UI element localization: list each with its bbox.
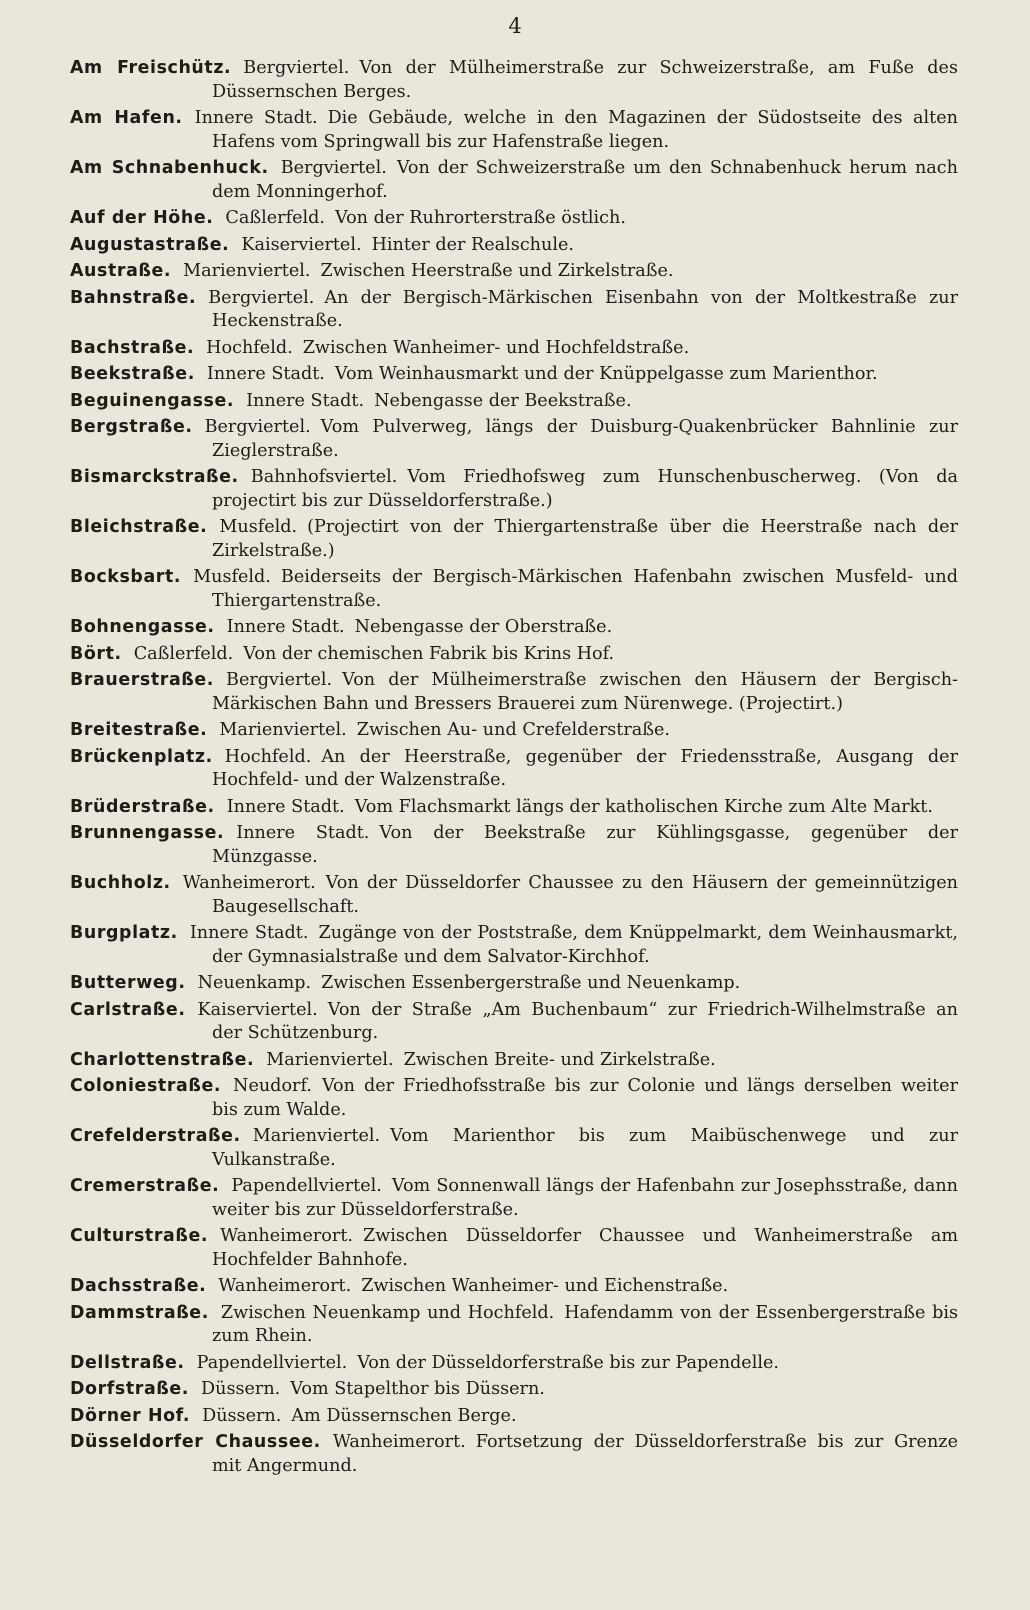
directory-entry (70, 416, 958, 463)
directory-entry (70, 1302, 958, 1349)
district: Innere Stadt. (194, 108, 318, 128)
street-name: Am Hafen. (70, 108, 183, 128)
directory-entry (70, 669, 958, 716)
district: Marienviertel. (183, 261, 311, 281)
district: Kaiserviertel. (197, 999, 318, 1020)
street-name: Brückenplatz. (70, 746, 213, 767)
street-name: Bohnengasse. (70, 617, 215, 637)
location-description: Von der chemischen Fabrik bis Krins Hof. (243, 643, 615, 664)
directory-entry (70, 566, 958, 613)
location-description: Vom Stapelthor bis Düssern. (290, 1379, 545, 1399)
location-description: Die Gebäude, welche in den Magazinen der Südostseite des alten Hafens vom Springwall bis zur Hafenstraße liegen. (212, 108, 958, 152)
district: Marienviertel. (219, 720, 347, 740)
location-description: An der Bergisch-Märkischen Eisenbahn von der Moltkestraße zur Heckenstraße. (212, 287, 958, 331)
directory-entry (70, 719, 958, 743)
street-name: Beguinengasse. (70, 390, 235, 411)
directory-entry (70, 260, 958, 284)
location-description: Von der Friedhofsstraße bis zur Colonie und längs derselben weiter bis zum Walde. (212, 1076, 958, 1120)
district: Innere Stadt. (206, 364, 325, 384)
directory-entry (70, 1075, 958, 1122)
district: Innere Stadt. (226, 796, 345, 817)
street-directory-list (70, 57, 958, 1481)
street-name: Bört. (70, 643, 122, 664)
street-name: Culturstraße. (70, 1226, 209, 1246)
location-description: Zwischen Düsseldorfer Chaussee und Wanheimerstraße am Hochfelder Bahnhofe. (212, 1226, 958, 1270)
directory-entry (70, 516, 958, 563)
district: Bergviertel. (208, 287, 315, 308)
district: Papendellviertel. (231, 1176, 382, 1196)
district: Innere Stadt. (236, 823, 370, 843)
district: Wanheimerort. (332, 1432, 466, 1452)
directory-entry (70, 207, 958, 231)
location-description: Zugänge von der Poststraße, dem Knüppelmarkt, dem Weinhausmarkt, der Gymnasialstraße und dem Salvator-Kirchhof. (212, 923, 959, 967)
district: Hochfeld. (206, 337, 293, 358)
street-name: Burgplatz. (70, 923, 178, 943)
directory-entry (70, 972, 958, 996)
street-name: Butterweg. (70, 973, 186, 993)
street-name: Dachsstraße. (70, 1276, 207, 1296)
district: Musfeld. (219, 517, 298, 537)
street-name: Bocksbart. (70, 567, 182, 587)
street-name: Breitestraße. (70, 720, 208, 740)
directory-entry (70, 746, 958, 793)
directory-entry (70, 1175, 958, 1222)
district: Bergviertel. (204, 417, 311, 437)
location-description: Zwischen Heerstraße und Zirkelstraße. (320, 261, 674, 281)
street-name: Coloniestraße. (70, 1076, 222, 1096)
district: Papendellviertel. (196, 1352, 348, 1373)
directory-entry (70, 1431, 958, 1478)
directory-entry (70, 1125, 958, 1172)
street-name: Dellstraße. (70, 1352, 185, 1373)
district: Neuenkamp. (197, 973, 312, 993)
directory-entry (70, 1275, 958, 1299)
street-name: Brunnengasse. (70, 823, 225, 843)
location-description: Von der Düsseldorferstraße bis zur Papendelle. (357, 1352, 779, 1373)
directory-entry (70, 1352, 958, 1376)
street-name: Brauerstraße. (70, 670, 215, 690)
directory-entry (70, 57, 958, 104)
location-description: Von der Mülheimerstraße zwischen den Häusern der Bergisch-Märkischen Bahn und Bressers Brauerei zum Nürenwege. (Projectirt.) (212, 670, 958, 714)
location-description: Nebengasse der Oberstraße. (354, 617, 613, 637)
district: Wanheimerort. (218, 1276, 352, 1296)
location-description: Fortsetzung der Düsseldorferstraße bis zur Grenze mit Angermund. (212, 1432, 958, 1476)
district: Bergviertel. (243, 58, 350, 78)
district: Bergviertel. (280, 158, 387, 178)
location-description: (Projectirt von der Thiergartenstraße über die Heerstraße nach der Zirkelstraße.) (212, 517, 958, 561)
district: Caßlerfeld. (133, 643, 234, 664)
location-description: Hinter der Realschule. (371, 234, 574, 255)
directory-entry (70, 390, 958, 414)
directory-entry (70, 157, 958, 204)
location-description: Zwischen Essenbergerstraße und Neuenkamp. (321, 973, 741, 993)
district: Marienviertel. (266, 1049, 394, 1070)
location-description: Zwischen Wanheimer- und Hochfeldstraße. (302, 337, 690, 358)
district: Innere Stadt. (246, 390, 365, 411)
street-name: Austraße. (70, 261, 172, 281)
location-description: Vom Flachsmarkt längs der katholischen Kirche zum Alte Markt. (354, 796, 933, 817)
directory-entry (70, 922, 958, 969)
street-name: Augustastraße. (70, 234, 230, 255)
location-description: Vom Sonnenwall längs der Hafenbahn zur Josephsstraße, dann weiter bis zur Düsseldorferstraße. (212, 1176, 958, 1220)
street-name: Buchholz. (70, 873, 171, 893)
district: Wanheimerort. (182, 873, 316, 893)
street-name: Düsseldorfer Chaussee. (70, 1432, 321, 1452)
district: Düssern. (201, 1379, 281, 1399)
street-name: Dammstraße. (70, 1302, 209, 1323)
location-description: Vom Weinhausmarkt und der Knüppelgasse zum Marienthor. (334, 364, 878, 384)
street-name: Carlstraße. (70, 999, 186, 1020)
street-name: Charlottenstraße. (70, 1049, 255, 1070)
directory-entry (70, 1225, 958, 1272)
district: Kaiserviertel. (241, 234, 362, 255)
location-description: Zwischen Wanheimer- und Eichenstraße. (361, 1276, 729, 1296)
street-name: Bachstraße. (70, 337, 195, 358)
directory-entry (70, 363, 958, 387)
street-name: Cremerstraße. (70, 1176, 220, 1196)
district: Innere Stadt. (226, 617, 345, 637)
district: Innere Stadt. (189, 923, 309, 943)
location-description: Von der Straße „Am Buchenbaum“ zur Friedrich-Wilhelmstraße an der Schützenburg. (212, 999, 958, 1043)
location-description: Vom Pulverweg, längs der Duisburg-Quakenbrücker Bahnlinie zur Zieglerstraße. (212, 417, 958, 461)
street-name: Bleichstraße. (70, 517, 208, 537)
directory-entry (70, 287, 958, 334)
directory-entry (70, 1405, 958, 1429)
street-name: Dörner Hof. (70, 1405, 191, 1426)
street-name: Am Schnabenhuck. (70, 158, 269, 178)
district: Wanheimerort. (220, 1226, 353, 1246)
location-description: An der Heerstraße, gegenüber der Friedensstraße, Ausgang der Hochfeld- und der Walzenstraße. (212, 746, 958, 790)
page-number: 4 (508, 14, 522, 38)
location-description: Von der Beekstraße zur Kühlingsgasse, gegenüber der Münzgasse. (212, 823, 958, 867)
district: Zwischen Neuenkamp und Hochfeld. (220, 1302, 555, 1323)
district: Bergviertel. (226, 670, 333, 690)
street-name: Dorfstraße. (70, 1379, 190, 1399)
district: Bahnhofsviertel. (250, 467, 398, 487)
directory-entry (70, 872, 958, 919)
street-name: Beekstraße. (70, 364, 195, 384)
location-description: Vom Friedhofsweg zum Hunschenbuscherweg. (Von da projectirt bis zur Düsseldorferstraße.) (212, 467, 958, 511)
location-description: Von der Schweizerstraße um den Schnabenhuck herum nach dem Monningerhof. (212, 158, 958, 202)
district: Marienviertel. (252, 1126, 381, 1146)
district: Musfeld. (193, 567, 271, 587)
location-description: Hafendamm von der Essenbergerstraße bis zum Rhein. (212, 1302, 958, 1346)
street-name: Bahnstraße. (70, 287, 197, 308)
location-description: Von der Ruhrorterstraße östlich. (334, 208, 626, 228)
location-description: Von der Düsseldorfer Chaussee zu den Häusern der gemeinnützigen Baugesellschaft. (212, 873, 958, 917)
directory-entry (70, 107, 958, 154)
directory-entry (70, 1378, 958, 1402)
district: Caßlerfeld. (225, 208, 325, 228)
street-name: Auf der Höhe. (70, 208, 214, 228)
directory-entry (70, 1049, 958, 1073)
location-description: Von der Mülheimerstraße zur Schweizerstraße, am Fuße des Düssernschen Berges. (212, 58, 958, 102)
directory-entry (70, 643, 958, 667)
street-name: Crefelderstraße. (70, 1126, 241, 1146)
district: Neudorf. (233, 1076, 312, 1096)
location-description: Beiderseits der Bergisch-Märkischen Hafenbahn zwischen Musfeld- und Thiergartenstraße. (212, 567, 958, 611)
location-description: Zwischen Au- und Crefelderstraße. (356, 720, 670, 740)
directory-entry (70, 616, 958, 640)
directory-entry (70, 466, 958, 513)
street-name: Brüderstraße. (70, 796, 215, 817)
district: Hochfeld. (224, 746, 312, 767)
location-description: Zwischen Breite- und Zirkelstraße. (403, 1049, 716, 1070)
district: Düssern. (202, 1405, 282, 1426)
street-name: Bergstraße. (70, 417, 193, 437)
directory-entry (70, 234, 958, 258)
location-description: Vom Marienthor bis zum Maibüschenwege und zur Vulkanstraße. (212, 1126, 958, 1170)
location-description: Nebengasse der Beekstraße. (374, 390, 632, 411)
directory-entry (70, 999, 958, 1046)
street-name: Bismarckstraße. (70, 467, 239, 487)
street-name: Am Freischütz. (70, 58, 232, 78)
directory-entry (70, 337, 958, 361)
directory-entry (70, 796, 958, 820)
directory-entry (70, 822, 958, 869)
location-description: Am Düssernschen Berge. (291, 1405, 517, 1426)
